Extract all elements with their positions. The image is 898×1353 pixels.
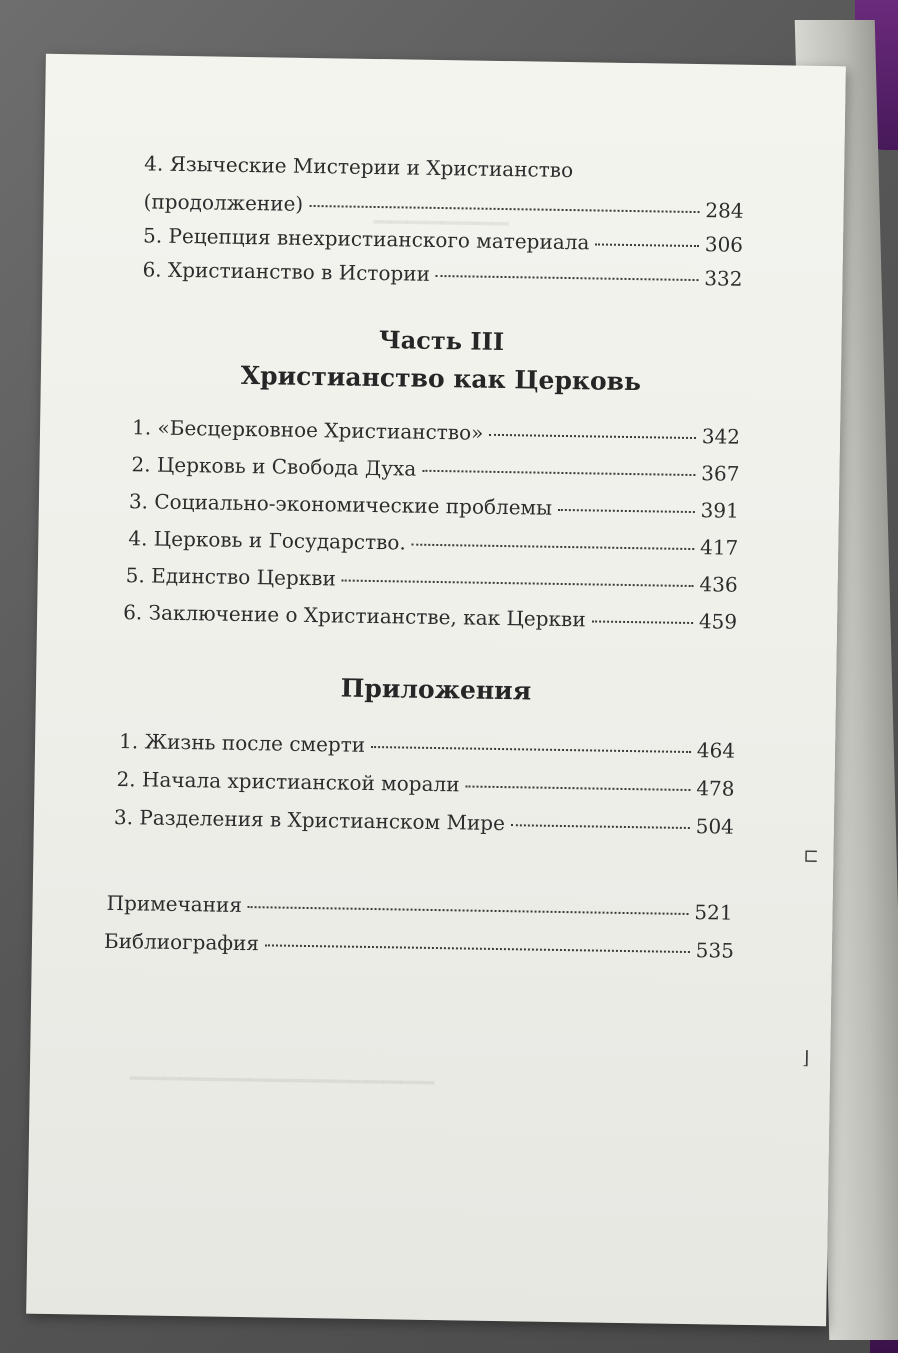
toc-entry-title: Библиография (103, 928, 260, 956)
dot-leader (595, 242, 699, 247)
toc-entry-page: 306 (704, 232, 744, 257)
toc-entry-page: 535 (695, 938, 735, 963)
toc-entry[interactable] (123, 600, 737, 634)
toc-entry-title: Примечания (106, 890, 243, 917)
toc-entry-title: 2. Церковь и Свобода Духа (131, 452, 417, 481)
dot-leader (412, 543, 694, 550)
toc-entry-page: 478 (696, 776, 735, 801)
toc-entry[interactable] (144, 151, 744, 184)
section-heading: Приложения (340, 673, 532, 706)
toc-entry[interactable] (143, 189, 743, 222)
show-through-texture: ▁▁▁▁▁▁▁▁ (373, 198, 510, 227)
toc-entry[interactable] (132, 415, 740, 449)
toc-entry-page: 342 (701, 424, 741, 449)
toc-entry-title: 2. Начала христианской морали (116, 766, 460, 797)
part-subtitle: Христианство как Церковь (240, 360, 642, 397)
toc-entry-page: 504 (695, 814, 735, 839)
toc-entry-title: 1. «Бесцерковное Христианство» (131, 415, 484, 445)
toc-entry[interactable] (142, 257, 742, 290)
toc-entry-title: 6. Христианство в Истории (142, 257, 431, 286)
dot-leader (371, 745, 691, 753)
toc-entry-title: 4. Церковь и Государство. (128, 526, 406, 555)
dot-leader (265, 943, 690, 953)
toc-entry-page: 417 (699, 535, 739, 560)
dot-leader (489, 433, 696, 439)
toc-entry[interactable] (143, 223, 743, 256)
toc-entry-title: 4. Языческие Мистерии и Христианство (144, 151, 574, 183)
dot-leader (422, 469, 695, 476)
toc-entry[interactable] (116, 767, 734, 801)
toc-entry-page: 459 (698, 609, 738, 634)
toc-entry-title: 5. Единство Церкви (125, 563, 337, 591)
dot-leader (511, 823, 690, 829)
dot-leader (558, 508, 695, 513)
toc-entry[interactable] (106, 891, 732, 925)
toc-entry[interactable] (131, 452, 739, 486)
toc-entry[interactable] (114, 805, 734, 839)
book-page (26, 54, 846, 1326)
toc-entry[interactable] (119, 729, 735, 763)
toc-entry-title: 6. Заключение о Христианстве, как Церкви (122, 600, 586, 632)
toc-entry-title: 3. Разделения в Христианском Мире (113, 804, 506, 836)
toc-entry[interactable] (128, 526, 738, 560)
toc-entry[interactable] (129, 489, 739, 523)
dot-leader (342, 579, 694, 588)
toc-entry-title: 3. Социально-экономические проблемы (128, 489, 553, 520)
toc-entry[interactable] (104, 929, 734, 963)
binding-mark: ⊏ (803, 845, 819, 868)
dot-leader (465, 784, 690, 791)
binding-mark: ⌋ (802, 1047, 810, 1069)
show-through-texture: ▁▁▁▁▁▁▁▁▁▁▁▁▁▁▁▁▁▁ (129, 1055, 435, 1086)
toc-entry[interactable] (126, 563, 738, 597)
dot-leader (436, 274, 698, 281)
toc-entry-title: 5. Рецепция внехристианского материала (142, 223, 590, 255)
toc-entry-page: 284 (705, 198, 744, 223)
toc-entry-page: 391 (700, 498, 740, 523)
toc-entry-title: 1. Жизнь после смерти (118, 729, 366, 757)
toc-entry-page: 521 (694, 900, 733, 925)
toc-entry-title: (продолжение) (143, 189, 304, 216)
toc-entry-page: 464 (696, 738, 736, 763)
toc-entry-page: 436 (699, 572, 738, 597)
toc-entry-page: 367 (701, 461, 740, 486)
dot-leader (309, 204, 699, 213)
dot-leader (592, 619, 693, 624)
toc-entry-page: 332 (704, 266, 743, 291)
dot-leader (248, 905, 688, 915)
part-heading: Часть III (378, 325, 505, 357)
